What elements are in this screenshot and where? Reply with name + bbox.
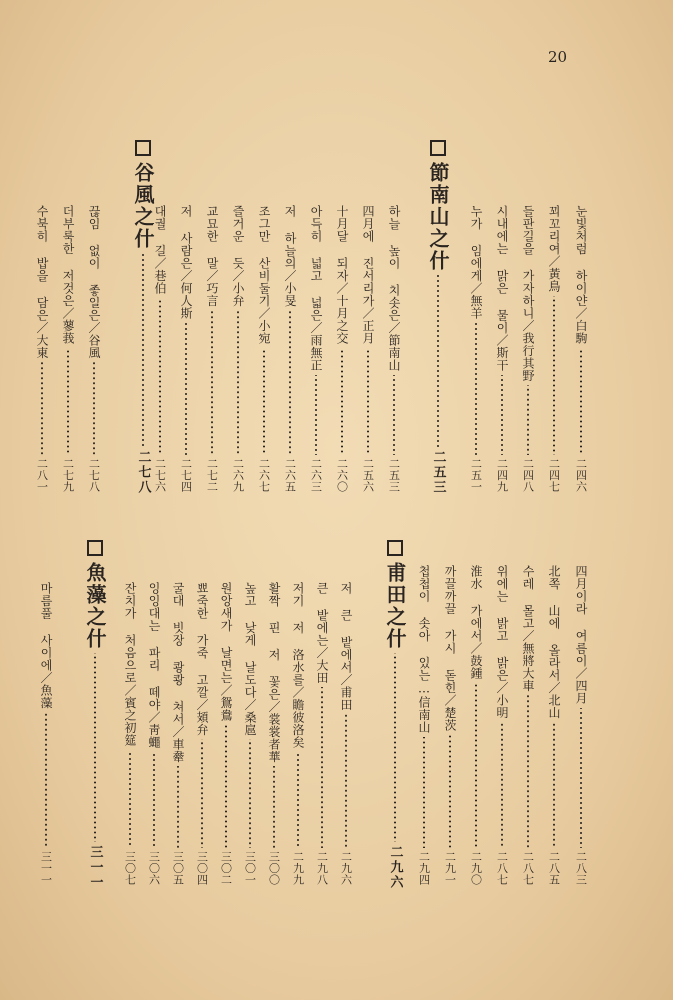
entry-page: 二五三 bbox=[387, 457, 401, 492]
leader-dots bbox=[289, 310, 291, 455]
leader-dots bbox=[41, 362, 43, 455]
toc-entry bbox=[548, 205, 560, 492]
square-icon bbox=[87, 540, 103, 556]
entry-title: 저기 저 洛水를／瞻彼洛矣 bbox=[291, 582, 305, 749]
entry-page: 二八三 bbox=[574, 850, 588, 885]
toc-entry bbox=[220, 582, 232, 885]
entry-title: 큰 밭에는／大田 bbox=[315, 582, 329, 684]
leader-dots bbox=[345, 714, 347, 848]
section-title: 節南山之什 bbox=[426, 162, 450, 272]
leader-dots bbox=[211, 310, 213, 455]
entry-title: 높고 낮게 날도다／桑扈 bbox=[243, 582, 257, 736]
square-icon bbox=[430, 140, 446, 156]
entry-page: 二九六 bbox=[339, 850, 353, 885]
leader-dots bbox=[297, 752, 299, 848]
entry-page: 二八七 bbox=[495, 850, 509, 885]
entry-page: 三〇七 bbox=[123, 850, 137, 885]
toc-entry bbox=[258, 205, 270, 492]
entry-page: 二七二 bbox=[205, 457, 219, 492]
toc-entry bbox=[124, 582, 136, 885]
entry-title: 원앙새가 날면는／鴛鴦 bbox=[219, 582, 233, 722]
leader-dots bbox=[580, 348, 582, 455]
entry-title: 끊임 없이 좋일은／谷風 bbox=[87, 205, 101, 359]
toc-entry bbox=[316, 582, 328, 885]
entry-title: 더부룩한 저것은／蓼莪 bbox=[61, 205, 75, 345]
leader-dots bbox=[527, 385, 529, 455]
entry-title: 北쪽 山에 올라서／北山 bbox=[547, 565, 561, 719]
leader-dots bbox=[159, 298, 161, 455]
leader-dots bbox=[553, 722, 555, 848]
entry-title: 저 큰 밭에서／甫田 bbox=[339, 582, 353, 711]
entry-page: 二九四 bbox=[417, 850, 431, 885]
toc-entry bbox=[496, 205, 508, 492]
toc-entry bbox=[244, 582, 256, 885]
entry-page: 二四七 bbox=[547, 457, 561, 492]
toc-entry bbox=[362, 205, 374, 492]
toc-entry bbox=[575, 205, 587, 492]
entry-title: 十月달 되자／十月之交 bbox=[335, 205, 349, 345]
entry-page: 三〇五 bbox=[171, 850, 185, 885]
entry-title: 마름풀 사이에／魚藻 bbox=[39, 582, 53, 709]
leader-dots bbox=[94, 653, 96, 842]
toc-entry bbox=[340, 582, 352, 885]
toc-entry bbox=[196, 582, 208, 885]
entry-page: 二八一 bbox=[35, 457, 49, 492]
entry-page: 二八五 bbox=[547, 850, 561, 885]
toc-entry bbox=[444, 565, 456, 885]
toc-entry bbox=[522, 565, 534, 885]
section-heading-gokpung bbox=[133, 140, 153, 495]
leader-dots bbox=[201, 739, 203, 848]
section-heading-jeolnamsan bbox=[428, 140, 448, 495]
leader-dots bbox=[153, 752, 155, 848]
toc-entry bbox=[154, 205, 166, 492]
entry-page: 三〇〇 bbox=[267, 850, 281, 885]
entry-page: 二九一 bbox=[443, 850, 457, 885]
leader-dots bbox=[67, 348, 69, 455]
entry-title: 조그만 산비둘기／小宛 bbox=[257, 205, 271, 345]
entry-title: 저 하늘의／小旻 bbox=[283, 205, 297, 307]
entry-page: 二六五 bbox=[283, 457, 297, 492]
entry-title: 수레 몰고／無將大車 bbox=[521, 565, 535, 692]
toc-entry bbox=[180, 205, 192, 492]
entry-title: 저 사람은／何人斯 bbox=[179, 205, 193, 320]
entry-page: 二九八 bbox=[315, 850, 329, 885]
leader-dots bbox=[475, 323, 477, 455]
entry-page: 二五一 bbox=[469, 457, 483, 492]
entry-title: 첩첩이 솟아 있는…信南山 bbox=[417, 565, 431, 734]
leader-dots bbox=[142, 253, 144, 447]
toc-entry bbox=[284, 205, 296, 492]
entry-page: 二七六 bbox=[153, 457, 167, 492]
section-page: 三一一 bbox=[87, 845, 103, 890]
leader-dots bbox=[394, 653, 396, 842]
section-heading-bojeon bbox=[385, 540, 405, 890]
leader-dots bbox=[273, 766, 275, 848]
toc-entry bbox=[470, 565, 482, 885]
entry-page: 二八七 bbox=[521, 850, 535, 885]
entry-page: 二四九 bbox=[495, 457, 509, 492]
section-page: 二九六 bbox=[387, 845, 403, 890]
entry-title: 들판길을 가자하니／我行其野 bbox=[521, 205, 535, 382]
toc-entry bbox=[206, 205, 218, 492]
entry-title: 四月이라 여름이／四月 bbox=[574, 565, 588, 705]
toc-entry bbox=[36, 205, 48, 492]
square-icon bbox=[387, 540, 403, 556]
entry-page: 三〇二 bbox=[219, 850, 233, 885]
entry-title: 하늘 높이 치솟은／節南山 bbox=[387, 205, 401, 372]
toc-entry bbox=[470, 205, 482, 492]
entry-title: 굴대 빗장 쾅쾅 쳐서／車舝 bbox=[171, 582, 185, 763]
toc-entry bbox=[232, 205, 244, 492]
entry-title: 누가 임에게／無羊 bbox=[469, 205, 483, 320]
entry-title: 까끌까끌 가시 돋힌／楚茨 bbox=[443, 565, 457, 732]
leader-dots bbox=[321, 687, 323, 848]
entry-title: 시내에는 맑은 물이／斯干 bbox=[495, 205, 509, 372]
entry-title: 잔치가 처음으로／賓之初筵 bbox=[123, 582, 137, 747]
leader-dots bbox=[225, 725, 227, 848]
toc-entry bbox=[268, 582, 280, 885]
entry-page: 二七八 bbox=[87, 457, 101, 492]
entry-page: 三一一 bbox=[39, 850, 53, 885]
entry-title: 교묘한 말／巧言 bbox=[205, 205, 219, 307]
entry-page: 二七九 bbox=[61, 457, 75, 492]
toc-entry bbox=[575, 565, 587, 885]
toc-entry bbox=[88, 205, 100, 492]
entry-title: 대궐 길／巷伯 bbox=[153, 205, 167, 295]
leader-dots bbox=[527, 695, 529, 848]
entry-title: 꾀꼬리여／黃鳥 bbox=[547, 205, 561, 293]
toc-entry bbox=[418, 565, 430, 885]
entry-page: 二五六 bbox=[361, 457, 375, 492]
leader-dots bbox=[237, 310, 239, 455]
toc-entry bbox=[496, 565, 508, 885]
leader-dots bbox=[437, 275, 439, 447]
entry-page: 二九九 bbox=[291, 850, 305, 885]
entry-page: 二六〇 bbox=[335, 457, 349, 492]
entry-page: 三〇四 bbox=[195, 850, 209, 885]
entry-title: 잉잉대는 파리 떼야／靑蠅 bbox=[147, 582, 161, 749]
entry-page: 二六七 bbox=[257, 457, 271, 492]
entry-title: 수북히 밥을 담은／大東 bbox=[35, 205, 49, 359]
leader-dots bbox=[501, 722, 503, 848]
leader-dots bbox=[553, 296, 555, 455]
entry-page: 二七四 bbox=[179, 457, 193, 492]
toc-entry bbox=[148, 582, 160, 885]
entry-title: 四月에 진서리가／正月 bbox=[361, 205, 375, 345]
toc-entry bbox=[388, 205, 400, 492]
leader-dots bbox=[475, 683, 477, 848]
entry-title: 뾰죽한 가죽 고깔／頍弁 bbox=[195, 582, 209, 736]
toc-entry bbox=[172, 582, 184, 885]
leader-dots bbox=[93, 362, 95, 455]
leader-dots bbox=[185, 323, 187, 455]
leader-dots bbox=[501, 375, 503, 455]
entry-page: 二六三 bbox=[309, 457, 323, 492]
leader-dots bbox=[177, 766, 179, 848]
entry-page: 二四六 bbox=[574, 457, 588, 492]
leader-dots bbox=[315, 375, 317, 455]
section-page: 二五三 bbox=[430, 450, 446, 495]
entry-page: 三〇六 bbox=[147, 850, 161, 885]
leader-dots bbox=[449, 735, 451, 848]
section-title: 谷風之什 bbox=[131, 162, 155, 250]
leader-dots bbox=[367, 348, 369, 455]
entry-title: 활짝 핀 저 꽃은／裳裳者華 bbox=[267, 582, 281, 763]
toc-entry bbox=[336, 205, 348, 492]
leader-dots bbox=[249, 739, 251, 848]
leader-dots bbox=[423, 737, 425, 848]
entry-title: 淮水 가에서／鼓鍾 bbox=[469, 565, 483, 680]
entry-title: 아득히 넓고 넓은／雨無正 bbox=[309, 205, 323, 372]
toc-entry bbox=[522, 205, 534, 492]
section-heading-eojo bbox=[85, 540, 105, 890]
section-page: 二七八 bbox=[135, 450, 151, 495]
leader-dots bbox=[129, 750, 131, 848]
square-icon bbox=[135, 140, 151, 156]
entry-title: 위에는 밝고 밝은／小明 bbox=[495, 565, 509, 719]
leader-dots bbox=[263, 348, 265, 455]
leader-dots bbox=[45, 712, 47, 848]
entry-page: 二九〇 bbox=[469, 850, 483, 885]
entry-page: 三〇一 bbox=[243, 850, 257, 885]
entry-title: 즐거운 듯／小弁 bbox=[231, 205, 245, 307]
entry-page: 二四八 bbox=[521, 457, 535, 492]
entry-title: 눈빛처럼 하이얀／白駒 bbox=[574, 205, 588, 345]
toc-entry bbox=[40, 582, 52, 885]
leader-dots bbox=[393, 375, 395, 455]
page-number: 20 bbox=[548, 48, 568, 66]
leader-dots bbox=[580, 708, 582, 848]
leader-dots bbox=[341, 348, 343, 455]
entry-page: 二六九 bbox=[231, 457, 245, 492]
section-title: 魚藻之什 bbox=[83, 562, 107, 650]
toc-entry bbox=[548, 565, 560, 885]
toc-entry bbox=[62, 205, 74, 492]
toc-entry bbox=[310, 205, 322, 492]
section-title: 甫田之什 bbox=[383, 562, 407, 650]
toc-entry bbox=[292, 582, 304, 885]
